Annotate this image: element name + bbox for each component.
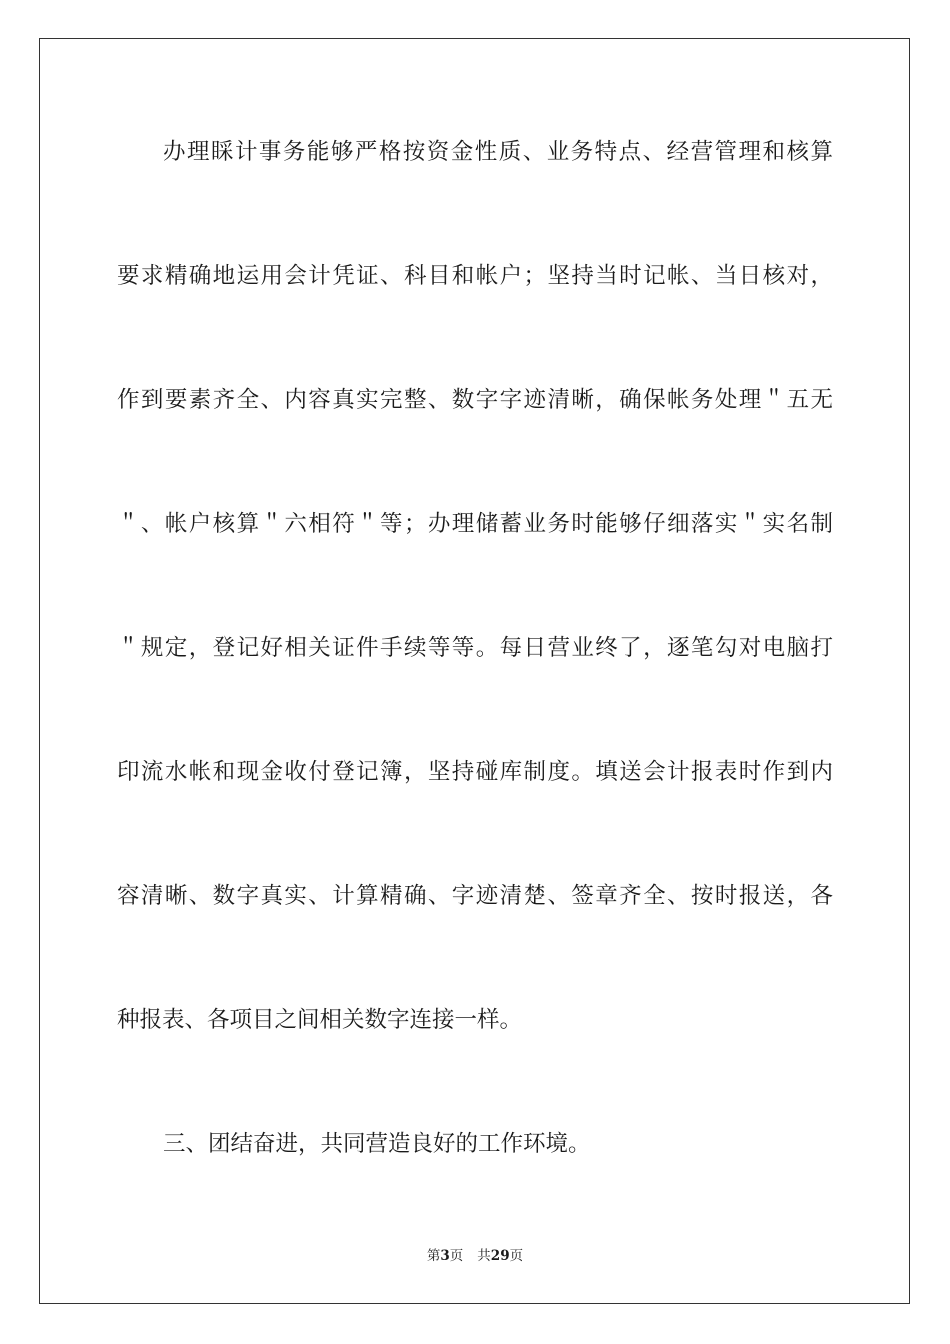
total-pages-number: 29 [490,1248,510,1264]
current-page-number: 3 [440,1248,450,1264]
paragraph-line-1: 办理睬计事务能够严格按资金性质、业务特点、经营管理和核算 [163,139,833,165]
paragraph-line-4: ＂、帐户核算＂六相符＂等；办理储蓄业务时能够仔细落实＂实名制 [117,511,833,537]
paragraph-line-7: 容清晰、数字真实、计算精确、字迹清楚、签章齐全、按时报送，各 [117,883,833,909]
footer-prefix: 第 [426,1248,441,1264]
paragraph-line-2: 要求精确地运用会计凭证、科目和帐户；坚持当时记帐、当日核对， [117,263,833,289]
paragraph-line-6: 印流水帐和现金收付登记簿，坚持碰库制度。填送会计报表时作到内 [117,759,833,785]
footer-page-suffix: 页 [449,1248,464,1264]
page-border [39,38,910,1304]
footer-total-prefix: 共 [477,1248,491,1264]
section-heading: 三、团结奋进，共同营造良好的工作环境。 [163,1131,591,1157]
footer-total-suffix: 页 [509,1248,524,1264]
paragraph-line-8: 种报表、各项目之间相关数字连接一样。 [117,1007,523,1033]
paragraph-line-5: ＂规定，登记好相关证件手续等等。每日营业终了，逐笔勾对电脑打 [117,635,833,661]
page-footer [0,1247,950,1265]
paragraph-line-3: 作到要素齐全、内容真实完整、数字字迹清晰，确保帐务处理＂五无 [117,387,833,413]
